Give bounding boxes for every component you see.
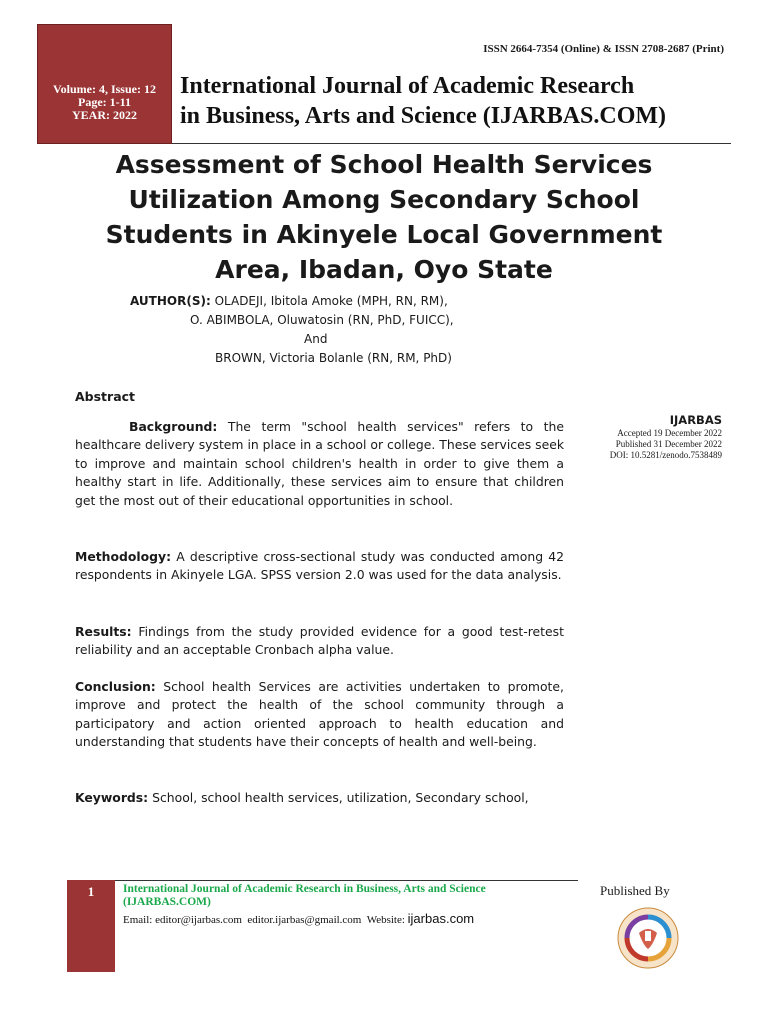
abstract-keywords xyxy=(75,789,564,807)
methodology-text: A descriptive cross-sectional study was conducted among 42 respondents in Akinyele LGA. SPSS version 2.0 was used for the data analysis. xyxy=(75,549,564,583)
published-by-label: Published By xyxy=(600,883,670,898)
methodology-label: Methodology: xyxy=(75,549,172,564)
accepted-date: Accepted 19 December 2022 xyxy=(617,428,722,438)
author-name: BROWN, Victoria Bolanle (RN, RM, PhD) xyxy=(215,351,452,365)
email-link[interactable]: editor@ijarbas.com xyxy=(155,914,242,926)
abstract-methodology xyxy=(75,548,564,585)
website-label: Website: xyxy=(366,914,405,926)
abstract-heading: Abstract xyxy=(75,389,136,404)
page-range: Page: 1-11 xyxy=(78,95,131,109)
footer-journal-name xyxy=(123,883,573,909)
volume-issue: Volume: 4, Issue: 12 xyxy=(53,82,156,96)
author-conjunction: And xyxy=(304,332,328,346)
paper-title-line4: Area, Ibadan, Oyo State xyxy=(215,255,553,284)
footer-journal-line2: (IJARBAS.COM) xyxy=(123,896,211,908)
email-link[interactable]: editor.ijarbas@gmail.com xyxy=(247,914,362,926)
abstract-background xyxy=(75,418,564,510)
footer-divider xyxy=(115,880,578,881)
footer-contact xyxy=(123,911,474,926)
footer-journal-line1: International Journal of Academic Research in Business, Arts and Science xyxy=(123,883,486,895)
paper-title-line3: Students in Akinyele Local Government xyxy=(105,220,663,249)
page-number: 1 xyxy=(87,884,95,899)
journal-title xyxy=(180,71,740,131)
author-line-1 xyxy=(130,292,448,311)
doi[interactable]: DOI: 10.5281/zenodo.7538489 xyxy=(609,450,722,460)
paper-title xyxy=(60,147,708,287)
website-link[interactable]: ijarbas.com xyxy=(407,911,475,926)
abstract-results xyxy=(75,623,564,660)
results-text: Findings from the study provided evidence for a good test-retest reliability and an acceptable Cronbach alpha value. xyxy=(75,624,564,658)
conclusion-label: Conclusion: xyxy=(75,679,156,694)
journal-brand: IJARBAS xyxy=(669,413,722,427)
author-name: OLADEJI, Ibitola Amoke (MPH, RN, RM), xyxy=(214,294,448,308)
author-name: O. ABIMBOLA, Oluwatosin (RN, PhD, FUICC), xyxy=(190,313,454,327)
conclusion-text: School health Services are activities undertaken to promote, improve and protect the health of the school community through a participatory and action oriented approach to health education and understanding that students have their concepts of health and well-being. xyxy=(75,679,564,750)
header-divider xyxy=(172,143,731,144)
background-label: Background: xyxy=(129,419,218,434)
background-text: The term "school health services" refers to the healthcare delivery system in place in a school or college. These services seek to improve and maintain school children's health in order to give them a healthy start in life. Additionally, these services aim to ensure that children get the most out of their educational opportunities in school. xyxy=(75,419,564,508)
results-label: Results: xyxy=(75,624,132,639)
publication-year: YEAR: 2022 xyxy=(72,108,137,122)
publisher-logo-icon xyxy=(617,907,679,969)
journal-title-line1: International Journal of Academic Research xyxy=(180,73,635,99)
keywords-text: School, school health services, utilization, Secondary school, xyxy=(152,790,529,805)
published-date: Published 31 December 2022 xyxy=(615,439,722,449)
article-meta xyxy=(578,412,722,461)
volume-info-box xyxy=(37,24,172,144)
issn-line: ISSN 2664-7354 (Online) & ISSN 2708-2687 (Print) xyxy=(483,43,724,55)
page-number-box xyxy=(67,880,115,972)
abstract-conclusion xyxy=(75,678,564,752)
paper-title-line1: Assessment of School Health Services xyxy=(115,150,653,179)
paper-title-line2: Utilization Among Secondary School xyxy=(128,185,640,214)
journal-title-line2: in Business, Arts and Science (IJARBAS.COM) xyxy=(180,103,667,129)
email-label: Email: xyxy=(123,914,153,926)
authors-label: AUTHOR(S): xyxy=(130,294,211,308)
keywords-label: Keywords: xyxy=(75,790,149,805)
